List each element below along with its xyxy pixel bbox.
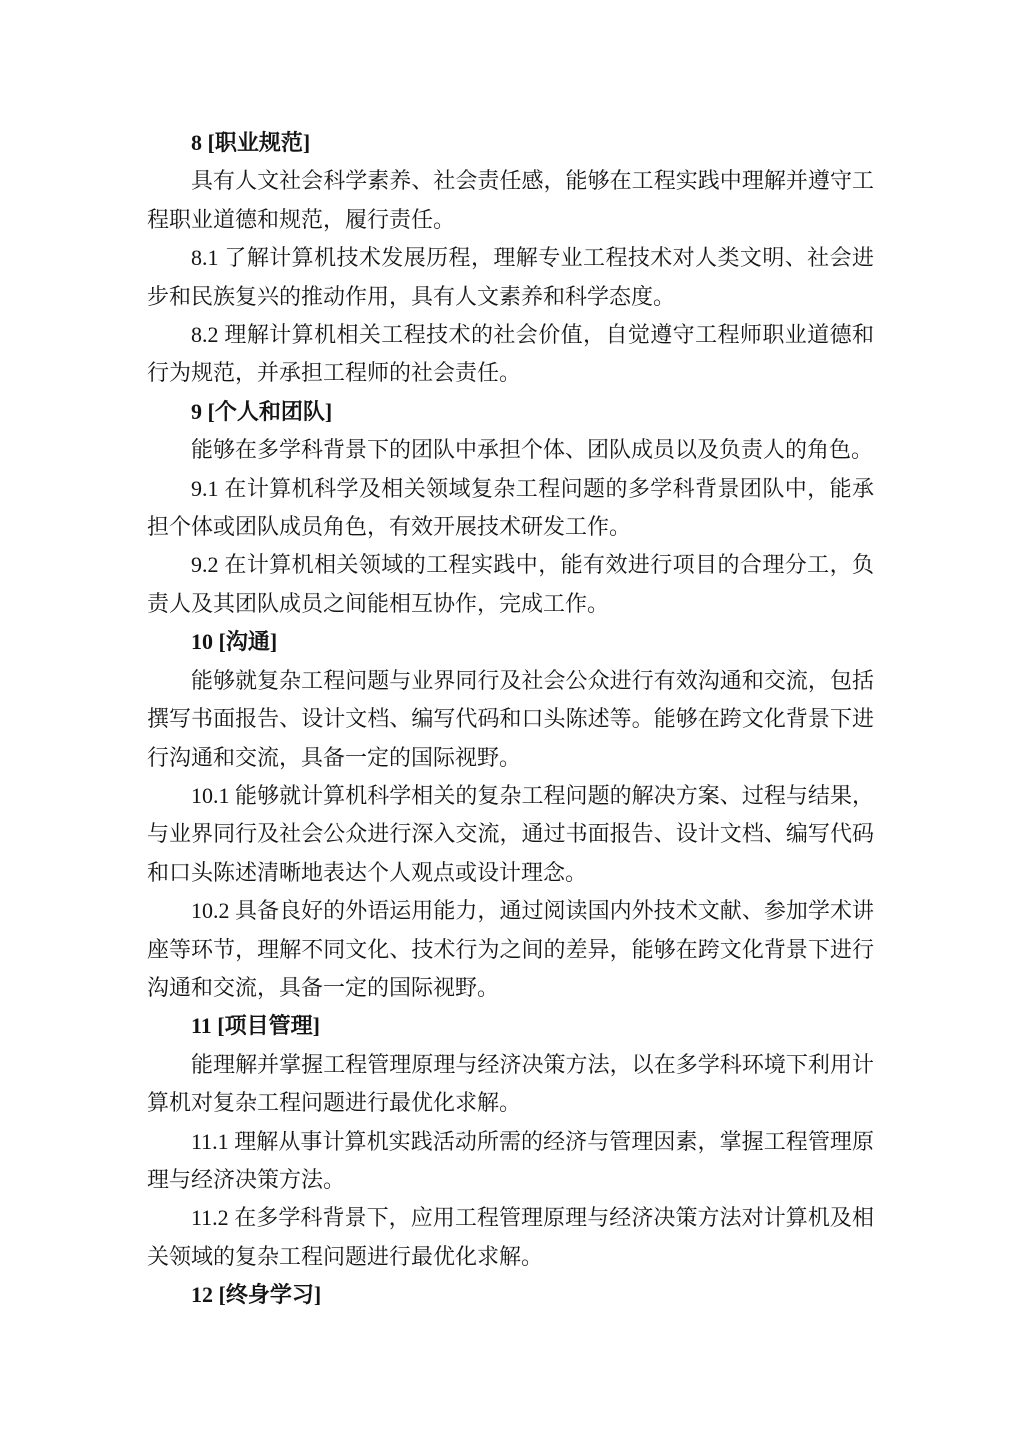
section-heading: 9 [个人和团队] xyxy=(191,398,333,424)
paragraph: 能理解并掌握工程管理原理与经济决策方法，以在多学科环境下利用计算机对复杂工程问题进行最优化求解。 xyxy=(147,1051,874,1116)
section-heading: 12 [终身学习] xyxy=(191,1282,322,1308)
paragraph: 具有人文社会科学素养、社会责任感，能够在工程实践中理解并遵守工程职业道德和规范，履行责任。 xyxy=(147,168,874,232)
section-professional-norms xyxy=(147,124,874,393)
paragraph: 能够在多学科背景下的团队中承担个体、团队成员以及负责人的角色。 xyxy=(191,437,874,463)
paragraph: 8.1 了解计算机技术发展历程，理解专业工程技术对人类文明、社会进步和民族复兴的推动作用，具有人文素养和科学态度。 xyxy=(147,245,874,309)
paragraph: 11.2 在多学科背景下，应用工程管理原理与经济决策方法对计算机及相关领域的复杂工程问题进行最优化求解。 xyxy=(147,1205,874,1269)
paragraph: 11.1 理解从事计算机实践活动所需的经济与管理因素，掌握工程管理原理与经济决策方法。 xyxy=(147,1128,874,1192)
section-lifelong-learning xyxy=(147,1276,874,1314)
section-heading: 10 [沟通] xyxy=(191,629,278,655)
paragraph: 10.1 能够就计算机科学相关的复杂工程问题的解决方案、过程与结果，与业界同行及社会公众进行深入交流，通过书面报告、设计文档、编写代码和口头陈述清晰地表达个人观点或设计理念。 xyxy=(147,782,874,885)
section-communication xyxy=(147,623,874,1007)
paragraph: 10.2 具备良好的外语运用能力，通过阅读国内外技术文献、参加学术讲座等环节，理解不同文化、技术行为之间的差异，能够在跨文化背景下进行沟通和交流，具备一定的国际视野。 xyxy=(147,898,874,1000)
paragraph: 9.2 在计算机相关领域的工程实践中，能有效进行项目的合理分工，负责人及其团队成员之间能相互协作，完成工作。 xyxy=(147,552,874,616)
section-project-management xyxy=(147,1007,874,1276)
paragraph: 8.2 理解计算机相关工程技术的社会价值，自觉遵守工程师职业道德和行为规范，并承担工程师的社会责任。 xyxy=(147,322,874,386)
paragraph: 能够就复杂工程问题与业界同行及社会公众进行有效沟通和交流，包括撰写书面报告、设计文档、编写代码和口头陈述等。能够在跨文化背景下进行沟通和交流，具备一定的国际视野。 xyxy=(147,667,874,770)
section-heading: 8 [职业规范] xyxy=(191,130,311,155)
section-individual-and-team xyxy=(147,393,874,623)
section-heading: 11 [项目管理] xyxy=(191,1013,320,1039)
paragraph: 9.1 在计算机科学及相关领域复杂工程问题的多学科背景团队中，能承担个体或团队成员角色，有效开展技术研发工作。 xyxy=(147,475,874,540)
